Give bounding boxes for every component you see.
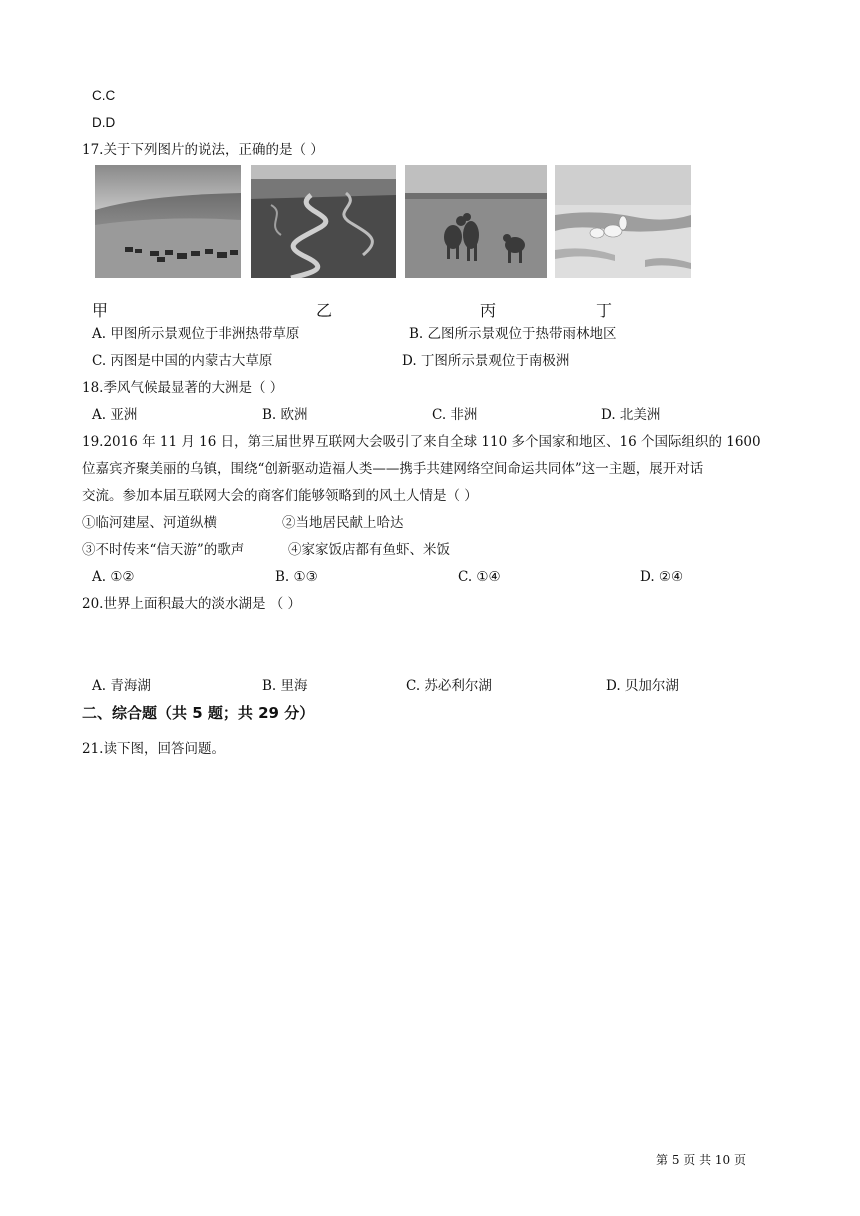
- question-18-option-b: B. 欧洲: [262, 407, 308, 423]
- question-20-option-d: D. 贝加尔湖: [606, 678, 679, 694]
- question-18-stem: 18.季风气候最显著的大洲是（ ）: [82, 380, 284, 396]
- question-17-option-a: A. 甲图所示景观位于非洲热带草原: [92, 326, 300, 342]
- question-17-option-d: D. 丁图所示景观位于南极洲: [402, 353, 570, 369]
- photo-bing-cheetahs: [405, 165, 547, 278]
- question-17-stem: 17.关于下列图片的说法，正确的是（ ）: [82, 142, 324, 158]
- option-prev-d: D.D: [92, 115, 116, 130]
- question-18-option-d: D. 北美洲: [601, 407, 661, 423]
- photo-ding-polar-ice: [555, 165, 691, 278]
- question-19-option-b: B. ①③: [275, 569, 318, 585]
- question-19-item-3: ③不时传来“信天游”的歌声: [82, 542, 245, 558]
- caption-yi: 乙: [316, 303, 333, 320]
- option-prev-c: C.C: [92, 88, 116, 103]
- caption-ding: 丁: [596, 303, 613, 320]
- section-heading: 二、综合题（共 5 题；共 29 分）: [82, 704, 315, 722]
- photo-yi-river-wetland: [251, 165, 396, 278]
- question-20-option-c: C. 苏必利尔湖: [406, 678, 492, 694]
- question-20-option-a: A. 青海湖: [92, 678, 151, 694]
- question-21-stem: 21.读下图，回答问题。: [82, 741, 225, 757]
- question-19-stem-line2: 位嘉宾齐聚美丽的乌镇，围绕“创新驱动造福人类——携手共建网络空间命运共同体”这一主题，展开对话: [82, 461, 704, 477]
- question-19-option-a: A. ①②: [92, 569, 135, 585]
- question-20-option-b: B. 里海: [262, 678, 308, 694]
- question-18-option-a: A. 亚洲: [92, 407, 138, 423]
- page-number: 第 5 页 共 10 页: [656, 1153, 746, 1167]
- photo-jia-savanna: [95, 165, 241, 278]
- question-19-stem-line3: 交流。参加本届互联网大会的商客们能够领略到的风土人情是（ ）: [82, 488, 478, 504]
- question-19-option-d: D. ②④: [640, 569, 684, 585]
- question-18-option-c: C. 非洲: [432, 407, 478, 423]
- question-17-option-c: C. 丙图是中国的内蒙古大草原: [92, 353, 273, 369]
- question-20-stem: 20.世界上面积最大的淡水湖是 （ ）: [82, 596, 302, 612]
- question-17-option-b: B. 乙图所示景观位于热带雨林地区: [409, 326, 617, 342]
- question-19-option-c: C. ①④: [458, 569, 501, 585]
- question-19-stem-line1: 19.2016 年 11 月 16 日，第三届世界互联网大会吸引了来自全球 110 多个国家和地区、16 个国际组织的 1600: [82, 434, 761, 450]
- question-19-item-1: ①临河建屋、河道纵横: [82, 515, 217, 531]
- question-19-item-2: ②当地居民献上哈达: [282, 515, 404, 531]
- question-19-item-4: ④家家饭店都有鱼虾、米饭: [288, 542, 450, 558]
- caption-bing: 丙: [480, 303, 497, 320]
- caption-jia: 甲: [92, 303, 109, 320]
